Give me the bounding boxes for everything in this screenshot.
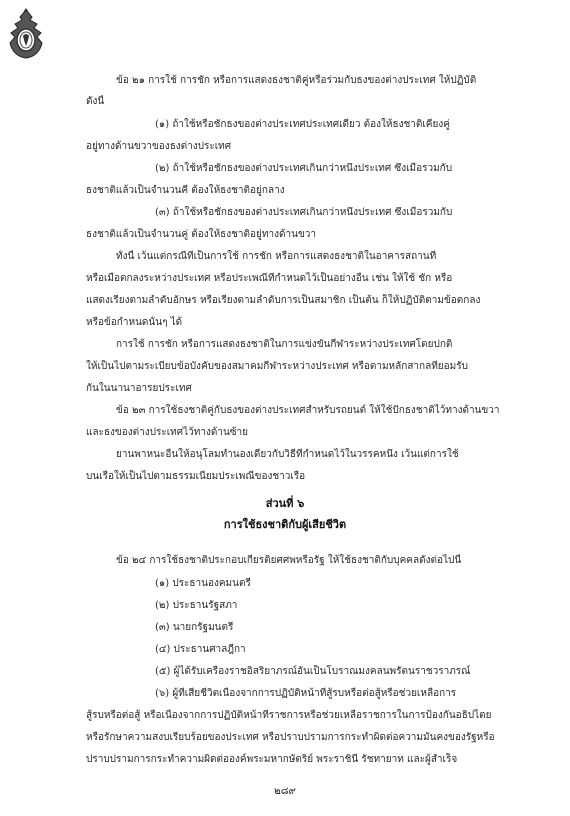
clause-21-exception-cont-3: หรือข้อกำหนดนั้นๆ ได้ [86, 317, 183, 328]
clause-21-exception: ทั้งนี้ เว้นแต่กรณีที่เป็นการใช้ การชัก หรือการแสดงธงชาติในอาคารสถานที่ [116, 251, 437, 262]
clause-24-item-3: (๓) นายกรัฐมนตรี [155, 622, 234, 633]
clause-22-sports-cont-1: ให้เป็นไปตามระเบียบข้อบังคับของสมาคมกีฬาระหว่างประเทศ หรือตามหลักสากลที่ยอมรับ [86, 361, 468, 372]
clause-22-sports-cont-2: กันในนานาอารยประเทศ [86, 383, 192, 394]
clause-24-item-6-cont-3: ปราบปรามการกระทำความผิดต่อองค์พระมหากษัตริย์ พระราชินี รัชทายาท และผู้สำเร็จ [86, 754, 458, 765]
government-emblem-icon [6, 8, 46, 60]
clause-24-item-6-cont-2: หรือรักษาความสงบเรียบร้อยของประเทศ หรือปราบปรามการกระทำผิดต่อความมั่นคงของรัฐหรือ [86, 732, 495, 743]
clause-23-other-vehicles-cont: บนเรือให้เป็นไปตามธรรมเนียมประเพณีของชาวเรือ [86, 471, 306, 482]
clause-21-item-2-cont: ธงชาติแล้วเป็นจำนวนคี่ ต้องให้ธงชาติอยู่กลาง [86, 185, 285, 196]
clause-24-item-4: (๔) ประธานศาลฎีกา [155, 644, 246, 655]
clause-23-other-vehicles: ยานพาหนะอื่นให้อนุโลมทำนองเดียวกับวิธีที่กำหนดไว้ในวรรคหนึ่ง เว้นแต่การใช้ [116, 449, 459, 460]
clause-22-sports: การใช้ การชัก หรือการแสดงธงชาติในการแข่งขันกีฬาระหว่างประเทศโดยปกติ [116, 339, 453, 350]
clause-23-vehicle: ข้อ ๒๓ การใช้ธงชาติคู่กับธงของต่างประเทศสำหรับรถยนต์ ให้ใช้ปักธงชาติไว้ทางด้านขวา [116, 405, 500, 416]
clause-24-intro: ข้อ ๒๔ การใช้ธงชาติประกอบเกียรติยศศพหรือรัฐ ให้ใช้ธงชาติกับบุคคลดังต่อไปนี้ [116, 555, 462, 566]
clause-24-item-2: (๒) ประธานรัฐสภา [155, 600, 238, 611]
clause-24-item-5: (๕) ผู้ได้รับเครื่องราชอิสริยาภรณ์อันเป็นโบราณมงคลนพรัตนราชวราภรณ์ [155, 666, 471, 677]
clause-21-exception-cont-2: แสดงเรียงตามลำดับอักษร หรือเรียงตามลำดับการเป็นสมาชิก เป็นต้น ก็ให้ปฏิบัติตามข้อตกลง [86, 295, 481, 306]
clause-24-item-6: (๖) ผู้ที่เสียชีวิตเนื่องจากการปฏิบัติหน้าที่สู้รบหรือต่อสู้หรือช่วยเหลือการ [155, 688, 457, 699]
section-subtitle: การใช้ธงชาติกับผู้เสียชีวิต [223, 518, 347, 531]
clause-24-item-1: (๑) ประธานองคมนตรี [155, 578, 251, 589]
clause-21-item-1: (๑) ถ้าใช้หรือชักธงของต่างประเทศประเทศเดียว ต้องให้ธงชาติเคียงคู่ [155, 119, 450, 130]
clause-24-item-6-cont-1: สู้รบหรือต่อสู้ หรือเนื่องจากการปฏิบัติหน้าที่ราชการหรือช่วยเหลือราชการในการป้องกันอธิปไตย [86, 710, 492, 721]
clause-21-intro: ข้อ ๒๑ การใช้ การชัก หรือการแสดงธงชาติคู่หรือร่วมกับธงของต่างประเทศ ให้ปฏิบัติ [116, 75, 477, 86]
page-number: ๒๘๙ [274, 786, 296, 797]
clause-23-vehicle-cont: และธงของต่างประเทศไว้ทางด้านซ้าย [86, 427, 249, 438]
section-title: ส่วนที่ ๖ [265, 497, 305, 510]
clause-21-item-1-cont: อยู่ทางด้านขวาของธงต่างประเทศ [86, 141, 232, 152]
clause-21-exception-cont-1: หรือเมื่อตกลงระหว่างประเทศ หรือประเพณีที่กำหนดไว้เป็นอย่างอื่น เช่น ให้ใช้ ชัก หรือ [86, 273, 453, 284]
clause-21-item-3: (๓) ถ้าใช้หรือชักธงของต่างประเทศเกินกว่าหนึ่งประเทศ ซึ่งเมื่อรวมกับ [155, 207, 453, 218]
clause-21-intro-cont: ดังนี้ [86, 96, 105, 107]
clause-21-item-2: (๒) ถ้าใช้หรือชักธงของต่างประเทศเกินกว่าหนึ่งประเทศ ซึ่งเมื่อรวมกับ [155, 163, 453, 174]
clause-21-item-3-cont: ธงชาติแล้วเป็นจำนวนคู่ ต้องให้ธงชาติอยู่ทางด้านขวา [86, 229, 317, 240]
